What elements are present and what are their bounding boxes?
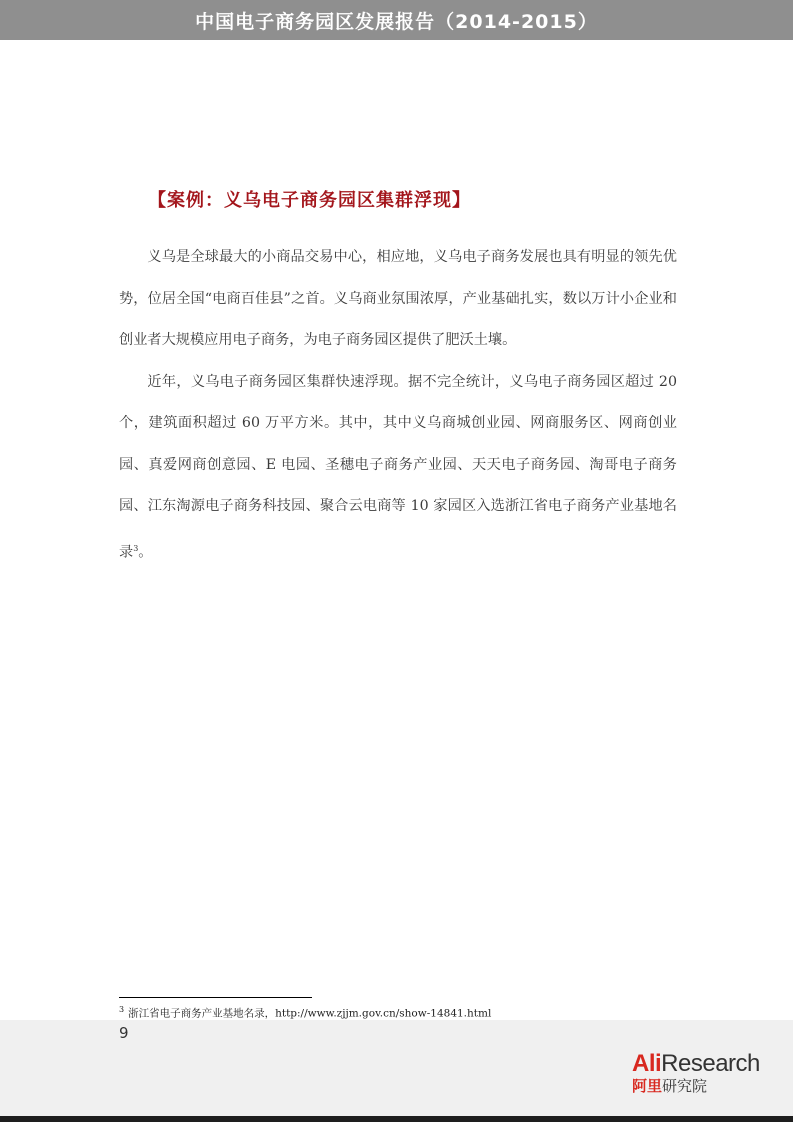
aliresearch-logo (632, 1052, 777, 1100)
footnote (119, 1005, 491, 1021)
logo-ali: Ali (632, 1050, 662, 1077)
case-body (119, 237, 677, 574)
footnote-ref[interactable]: 3 (133, 543, 139, 553)
bottom-bar (0, 1116, 793, 1122)
logo-ali-cn: 阿里 (632, 1077, 663, 1095)
footnote-divider (119, 997, 312, 998)
paragraph-2-text: 近年，义乌电子商务园区集群快速浮现。据不完全统计，义乌电子商务园区超过 20 个，建筑面积超过 60 万平方米。其中，其中义乌商城创业园、网商服务区、网商创业园、真爱网商创意园、E 电园、圣穗电子商务产业园、天天电子商务园、淘哥电子商务园、江东淘源电子商务科技园、聚合云电商等 10 家园区入选浙江省电子商务产业基地名录 (119, 373, 677, 561)
footnote-marker: 3 (119, 1005, 125, 1014)
logo-research: Research (661, 1050, 760, 1077)
logo-institute-cn: 研究院 (662, 1077, 708, 1095)
paragraph-1: 义乌是全球最大的小商品交易中心，相应地，义乌电子商务发展也具有明显的领先优势，位居全国“电商百佳县”之首。义乌商业氛围浓厚，产业基础扎实，数以万计小企业和创业者大规模应用电子商务，为电子商务园区提供了肥沃土壤。 (119, 249, 677, 348)
case-title: 【案例：义乌电子商务园区集群浮现】 (148, 190, 471, 211)
paragraph-2 (119, 362, 677, 574)
logo-chinese (632, 1076, 777, 1096)
report-title: 中国电子商务园区发展报告（2014-2015） (195, 10, 598, 33)
page-number: 9 (119, 1024, 129, 1042)
paragraph-2-end: 。 (138, 544, 153, 561)
header-bar (0, 0, 793, 40)
footnote-text: 浙江省电子商务产业基地名录，http://www.zjjm.gov.cn/show-14841.html (128, 1007, 492, 1020)
logo-wordmark (632, 1052, 777, 1076)
